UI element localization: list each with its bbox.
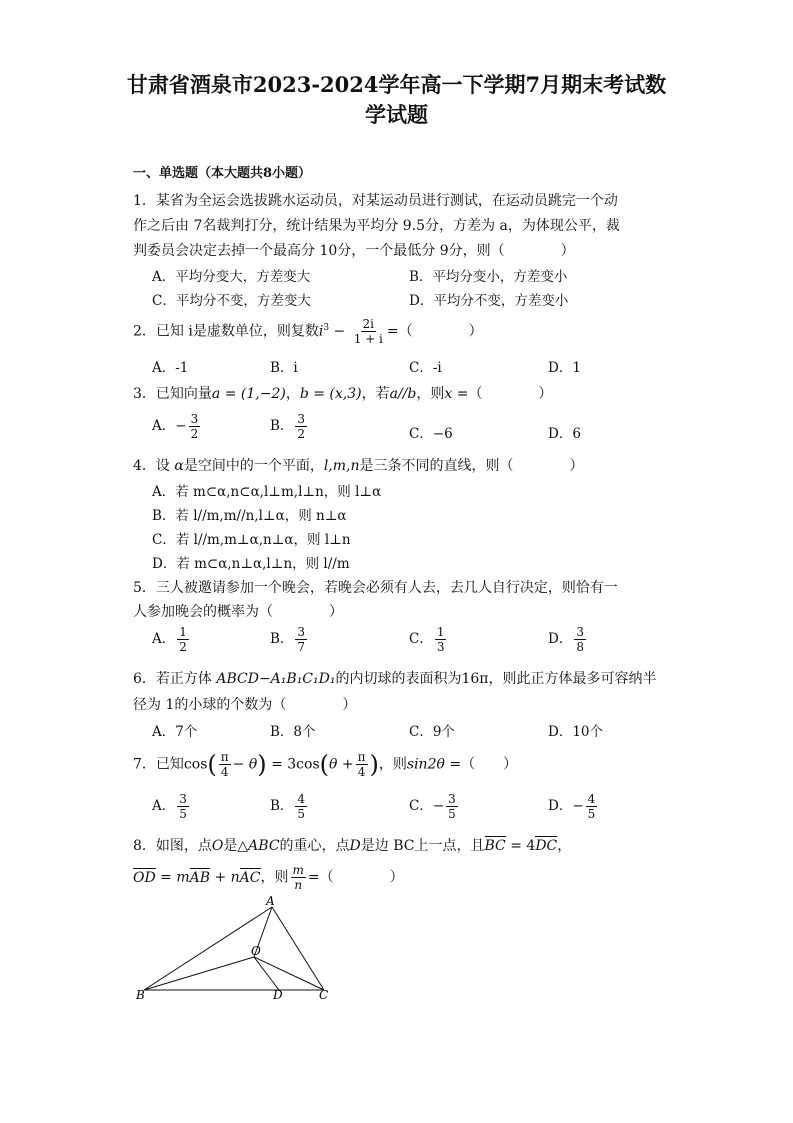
q2-minus: − [329, 323, 350, 340]
q3-option-b [270, 412, 309, 441]
q7-four-2: 4 [357, 765, 366, 779]
q5-option-b [270, 625, 309, 654]
q3-b-num: 3 [297, 412, 306, 426]
q4-lmn: l,m,n [323, 458, 360, 474]
q6-line-2: 径为 1的小球的个数为（ ） [133, 697, 357, 713]
q8-l2-post: ，则 [260, 869, 289, 886]
q7-d-fraction [586, 792, 598, 821]
q3-vector-a: a = (1,−2) [211, 386, 286, 402]
q5-c-num: 1 [436, 625, 445, 639]
q6-post: ，则此正方体最多可容纳半 [488, 671, 657, 687]
q5-option-c [409, 625, 448, 654]
title-line-2: 学试题 [365, 102, 428, 127]
q8-mid2: 的重心，点 [279, 838, 350, 854]
q2-i: i [318, 323, 324, 340]
q8-vec-od: OD [133, 869, 156, 886]
q5-b-label: B． [270, 631, 294, 647]
q7-option-a [152, 792, 191, 821]
q8-o: O [211, 838, 224, 854]
q8-triangle-figure [130, 895, 350, 1005]
q7-b-fraction [295, 792, 307, 821]
q7-b-num: 4 [297, 792, 306, 806]
q5-a-num: 1 [179, 625, 187, 639]
q3-b-label: B． [270, 418, 294, 434]
q8-m-coef: = m [155, 869, 190, 886]
q5-b-den: 7 [297, 640, 306, 654]
q3-a-fraction [189, 412, 201, 441]
q8-vec-ab: AB [189, 869, 211, 886]
q3-mid2: ，若 [361, 386, 390, 402]
q4-stem [133, 455, 584, 475]
q8-mn-fraction [291, 863, 306, 892]
q1-option-a: A．平均分变大，方差变大 [152, 269, 311, 285]
q2-num: 2i [362, 317, 375, 331]
q3-option-d: D．6 [548, 426, 581, 442]
q7-paren2-close: ) [369, 750, 379, 779]
q7-paren-close: ) [257, 750, 267, 779]
q5-option-a [152, 625, 191, 654]
q1-line-1: 1．某省为全运会选拔跳水运动员，对某运动员进行测试，在运动员跳完一个动 [133, 193, 618, 209]
q3-pre: 3．已知向量 [133, 386, 212, 402]
q1-line-3: 判委员会决定去掉一个最高分 10分，一个最低分 9分，则（ ） [133, 243, 575, 259]
q8-triangle: △ABC [237, 838, 280, 854]
q3-post: （ ） [468, 386, 553, 402]
q5-d-label: D． [548, 631, 573, 647]
q7-d-num: 4 [587, 792, 596, 806]
q6-line-1 [133, 668, 656, 688]
q2-post: =（ ） [386, 323, 483, 340]
q5-b-fraction [295, 625, 307, 654]
q5-c-fraction [435, 625, 447, 654]
q3-mid3: ，则 [416, 386, 445, 402]
q3-a-den: 2 [190, 427, 199, 441]
q8-n-coef: + n [210, 869, 240, 886]
segment-od [254, 957, 279, 990]
q5-a-label: A． [152, 631, 176, 647]
q7-paren2-open: ( [319, 750, 330, 779]
q8-pre: 8．如图，点 [133, 838, 212, 854]
q2-option-d: D．1 [548, 360, 581, 376]
point-b-label: B [136, 988, 145, 1002]
point-d-label: D [273, 988, 283, 1002]
q5-b-num: 3 [297, 625, 306, 639]
q7-pi4-fraction [219, 750, 231, 779]
q8-line-2 [133, 863, 404, 892]
q8-m: m [292, 863, 304, 877]
q7-post-a: ，则 [378, 756, 407, 773]
q8-d: D [349, 838, 361, 854]
point-a-label: A [266, 895, 275, 908]
q2-option-a: A．-1 [152, 360, 189, 376]
q5-a-den: 2 [179, 640, 187, 654]
q3-b-den: 2 [297, 427, 306, 441]
q7-c-num: 3 [448, 792, 456, 806]
q5-c-den: 3 [436, 640, 445, 654]
q7-d-label: D．− [548, 798, 584, 814]
q6-option-c: C．9个 [409, 724, 455, 740]
q7-pi-2: π [357, 750, 366, 764]
q4-option-b: B．若 l//m,m//n,l⊥α，则 n⊥α [152, 508, 347, 524]
q6-option-b: B．8个 [270, 724, 316, 740]
title-line-1: 甘肃省酒泉市2023-2024学年高一下学期7月期末考试数 [126, 72, 667, 97]
q6-mid: 的内切球的表面积为 [335, 671, 462, 687]
q6-pre: 6．若正方体 [133, 671, 217, 687]
q2-pre: 2．已知 i是虚数单位，则复数 [133, 323, 319, 340]
q7-a-label: A． [152, 798, 176, 814]
q7-c-den: 5 [448, 807, 456, 821]
q7-sin: sin2θ = [406, 756, 462, 773]
q8-vec-ac: AC [239, 869, 261, 886]
q1-option-d: D．平均分不变，方差变小 [409, 293, 569, 309]
q5-d-num: 3 [576, 625, 584, 639]
q7-stem [133, 750, 517, 779]
q7-pre: 7．已知 [133, 756, 184, 773]
segment-bo [144, 957, 254, 990]
q8-eq4: = 4 [505, 838, 536, 854]
q7-minus-theta: − θ [232, 756, 258, 773]
q4-alpha: α [174, 458, 184, 474]
q7-c-fraction [446, 792, 458, 821]
q1-option-b: B．平均分变小，方差变小 [409, 269, 568, 285]
q8-vec-dc: DC [535, 838, 558, 854]
q7-eq: = 3cos [266, 756, 320, 773]
q7-a-fraction [177, 792, 189, 821]
q7-paren-open: ( [207, 750, 217, 779]
point-c-label: C [319, 988, 329, 1002]
q4-post: 是三条不同的直线，则（ ） [359, 458, 584, 474]
q7-option-c [409, 792, 460, 821]
q7-pi: π [220, 750, 229, 764]
q7-post: （ ） [461, 756, 518, 773]
q8-l1-post: ， [557, 838, 572, 854]
q2-sup: 3 [323, 322, 330, 333]
q3-a-num: 3 [190, 412, 199, 426]
q2-stem [133, 317, 483, 346]
q4-option-d: D．若 m⊂α,n⊥α,l⊥n，则 l//m [152, 556, 350, 572]
q3-x: x = [444, 386, 469, 402]
q7-option-d [548, 792, 599, 821]
q3-parallel: a//b [389, 386, 417, 402]
q6-area: 16π [461, 671, 489, 687]
q5-line-2: 人参加晚会的概率为（ ） [133, 604, 343, 620]
q7-b-den: 5 [297, 807, 306, 821]
q5-d-den: 8 [576, 640, 584, 654]
q2-den: 1 + i [353, 332, 383, 346]
q8-n: n [294, 878, 303, 892]
document-title [60, 70, 733, 130]
q8-vec-bc: BC [484, 838, 506, 854]
q7-option-b [270, 792, 309, 821]
q4-option-a: A．若 m⊂α,n⊂α,l⊥m,l⊥n，则 l⊥α [152, 484, 382, 500]
q7-c-label: C．− [409, 798, 445, 814]
q3-stem [133, 383, 552, 403]
q7-d-den: 5 [587, 807, 596, 821]
q3-option-c: C．−6 [409, 426, 453, 442]
q4-mid: 是空间中的一个平面， [183, 458, 324, 474]
q7-cos: cos [183, 756, 208, 773]
q7-four: 4 [220, 765, 229, 779]
q5-option-d [548, 625, 588, 654]
q2-option-c: C．-i [409, 360, 442, 376]
q4-pre: 4．设 [133, 458, 175, 474]
q8-mid: 是 [223, 838, 238, 854]
point-o-label: O [251, 944, 261, 958]
q3-b-fraction [295, 412, 307, 441]
q5-d-fraction [574, 625, 586, 654]
q1-option-c: C．平均分不变，方差变大 [152, 293, 311, 309]
q8-line-1 [133, 835, 571, 855]
q8-l2-end: =（ ） [307, 869, 404, 886]
q2-fraction [352, 317, 385, 346]
q3-vector-b: b = (x,3) [299, 386, 362, 402]
q4-option-c: C．若 l//m,m⊥α,n⊥α，则 l⊥n [152, 532, 351, 548]
q5-line-1: 5．三人被邀请参加一个晚会，若晚会必须有人去，去几人自行决定，则恰有一 [133, 580, 618, 596]
q5-a-fraction [177, 625, 189, 654]
q3-option-a [152, 412, 202, 441]
q7-pi4-fraction-2 [356, 750, 368, 779]
q7-theta-plus: θ + [329, 756, 354, 773]
q6-option-a: A．7个 [152, 724, 198, 740]
section-heading: 一、单选题（本大题共8小题） [133, 166, 312, 181]
q1-line-2: 作之后由 7名裁判打分，统计结果为平均分 9.5分，方差为 a，为体现公平，裁 [133, 218, 620, 234]
q6-option-d: D．10个 [548, 724, 604, 740]
q5-c-label: C． [409, 631, 433, 647]
q7-a-num: 3 [179, 792, 187, 806]
q7-b-label: B． [270, 798, 294, 814]
q6-cube: ABCD−A₁B₁C₁D₁ [216, 671, 336, 687]
q8-mid3: 是边 BC上一点，且 [360, 838, 485, 854]
q3-mid1: ， [285, 386, 300, 402]
q3-a-label: A．− [152, 418, 187, 434]
q2-option-b: B．i [270, 360, 298, 376]
q7-a-den: 5 [179, 807, 187, 821]
